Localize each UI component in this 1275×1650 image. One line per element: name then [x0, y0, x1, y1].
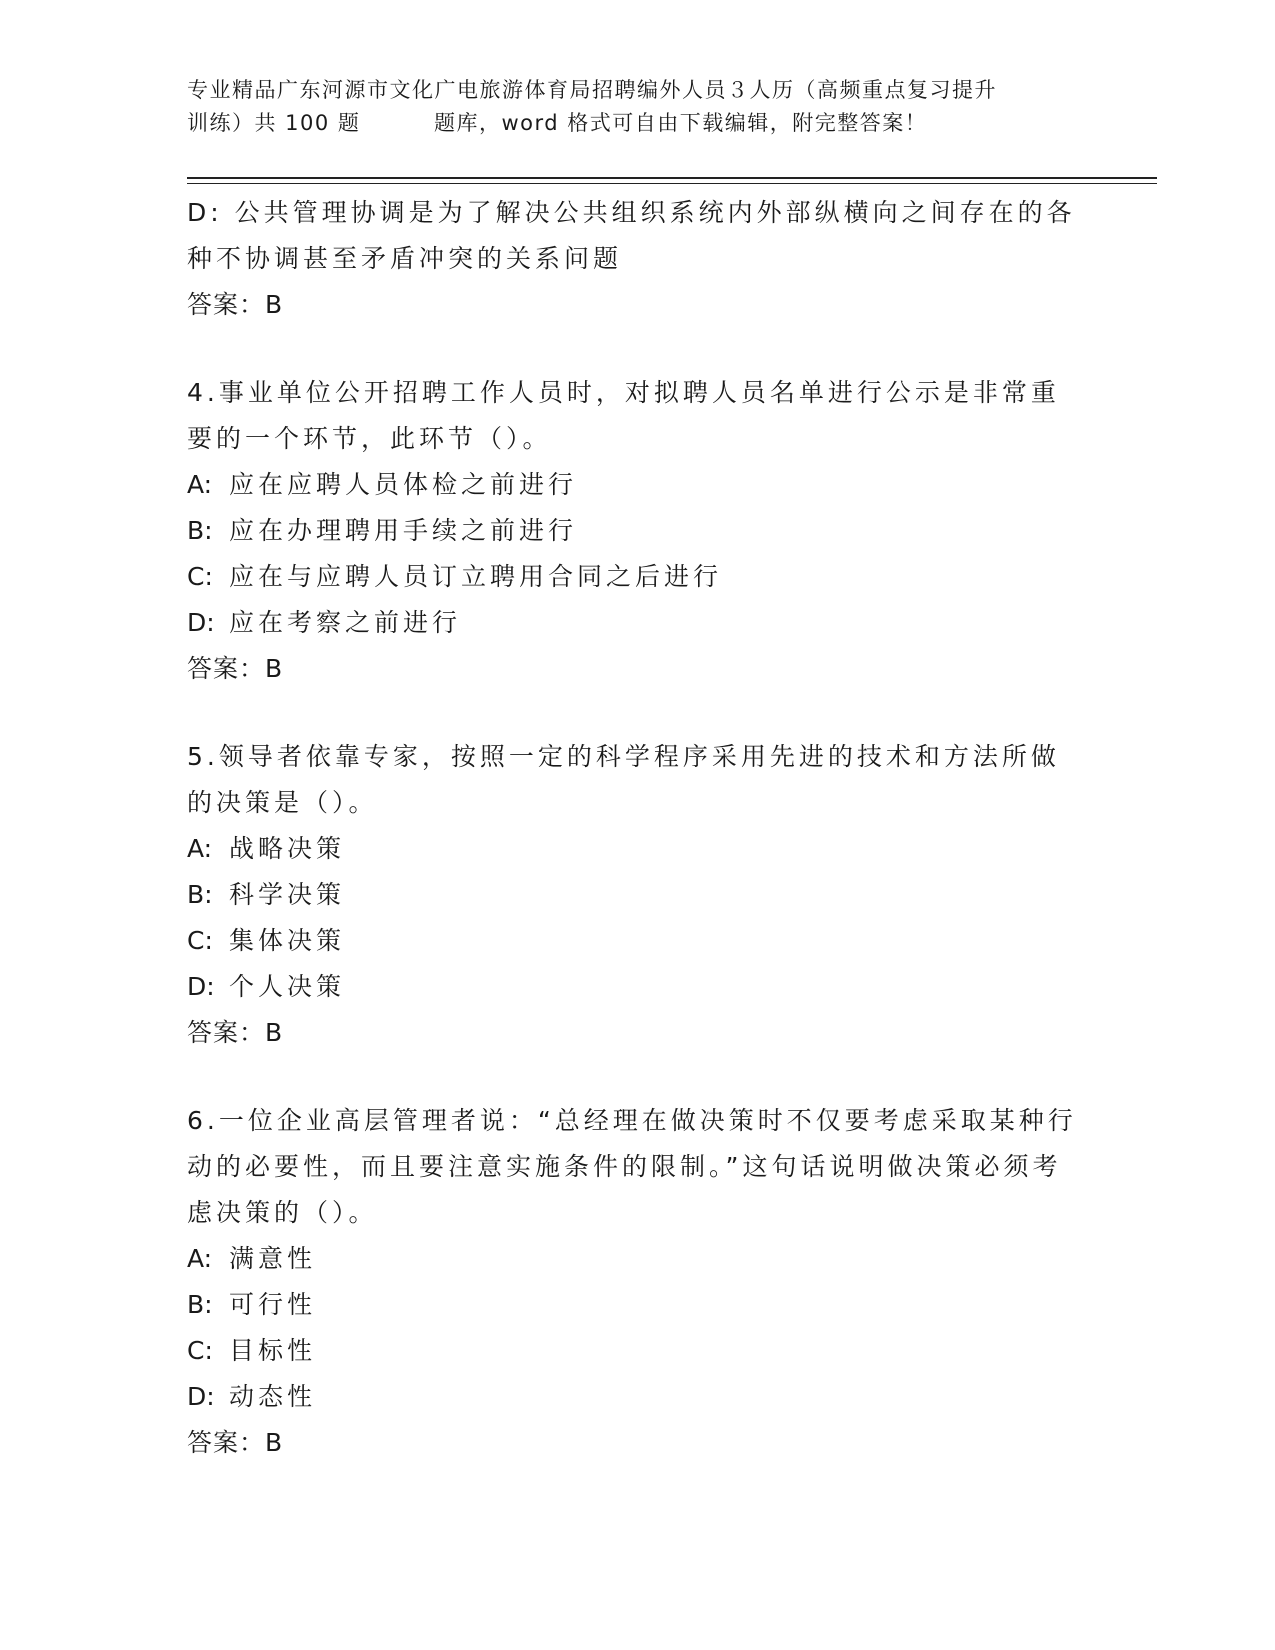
option-b [187, 508, 1087, 554]
option-text: 应在办理聘用手续之前进行 [229, 516, 578, 545]
option-a [187, 462, 1087, 508]
option-b [187, 1282, 1087, 1328]
option-d [187, 964, 1087, 1010]
question-5 [187, 734, 1087, 1056]
option-a [187, 826, 1087, 872]
option-text: 应在与应聘人员订立聘用合同之后进行 [229, 562, 723, 591]
option-key: D: [187, 608, 215, 637]
header-line-2: 训练）共 100 题 题库，word 格式可自由下载编辑，附完整答案！ [187, 111, 928, 135]
option-key: A: [187, 1244, 213, 1273]
question-stem: 5.领导者依靠专家，按照一定的科学程序采用先进的技术和方法所做的决策是（）。 [187, 742, 1060, 817]
question-stem: 6.一位企业高层管理者说：“总经理在做决策时不仅要考虑采取某种行动的必要性，而且要注意实施条件的限制。”这句话说明做决策必须考虑决策的（）。 [187, 1106, 1077, 1227]
option-text: 战略决策 [229, 834, 346, 863]
header-divider-thick [187, 177, 1157, 179]
option-text: 应在考察之前进行 [229, 608, 462, 637]
question-6 [187, 1098, 1087, 1466]
option-text: 公共管理协调是为了解决公共组织系统内外部纵横向之间存在的各种不协调甚至矛盾冲突的关系问题 [187, 198, 1076, 273]
option-key: C: [187, 562, 213, 591]
option-text: 目标性 [229, 1336, 317, 1365]
option-c [187, 918, 1087, 964]
answer-line: 答案：B [187, 290, 284, 319]
option-key: C: [187, 926, 213, 955]
option-key: B: [187, 880, 213, 909]
option-key: C: [187, 1336, 213, 1365]
question-fragment [187, 190, 1087, 328]
question-stem: 4.事业单位公开招聘工作人员时，对拟聘人员名单进行公示是非常重要的一个环节，此环节（）。 [187, 378, 1060, 453]
option-key: A: [187, 470, 213, 499]
header-divider-thin [187, 183, 1157, 184]
option-key: D: [187, 1382, 215, 1411]
option-d [187, 600, 1087, 646]
option-text: 可行性 [229, 1290, 317, 1319]
option-key: B: [187, 1290, 213, 1319]
option-text: 满意性 [229, 1244, 317, 1273]
header-line-1: 专业精品广东河源市文化广电旅游体育局招聘编外人员３人历（高频重点复习提升 [187, 78, 997, 102]
answer-line: 答案：B [187, 654, 284, 683]
option-text: 动态性 [229, 1382, 317, 1411]
option-d [187, 190, 1087, 282]
option-a [187, 1236, 1087, 1282]
option-text: 个人决策 [229, 972, 346, 1001]
option-key: D: [187, 198, 223, 227]
option-d [187, 1374, 1087, 1420]
document-header [187, 74, 1087, 140]
option-c [187, 1328, 1087, 1374]
option-text: 科学决策 [229, 880, 346, 909]
option-key: A: [187, 834, 213, 863]
answer-line: 答案：B [187, 1428, 284, 1457]
option-b [187, 872, 1087, 918]
option-key: D: [187, 972, 215, 1001]
option-text: 集体决策 [229, 926, 346, 955]
answer-line: 答案：B [187, 1018, 284, 1047]
question-4 [187, 370, 1087, 692]
option-c [187, 554, 1087, 600]
question-content [187, 190, 1087, 1508]
option-text: 应在应聘人员体检之前进行 [229, 470, 578, 499]
option-key: B: [187, 516, 213, 545]
